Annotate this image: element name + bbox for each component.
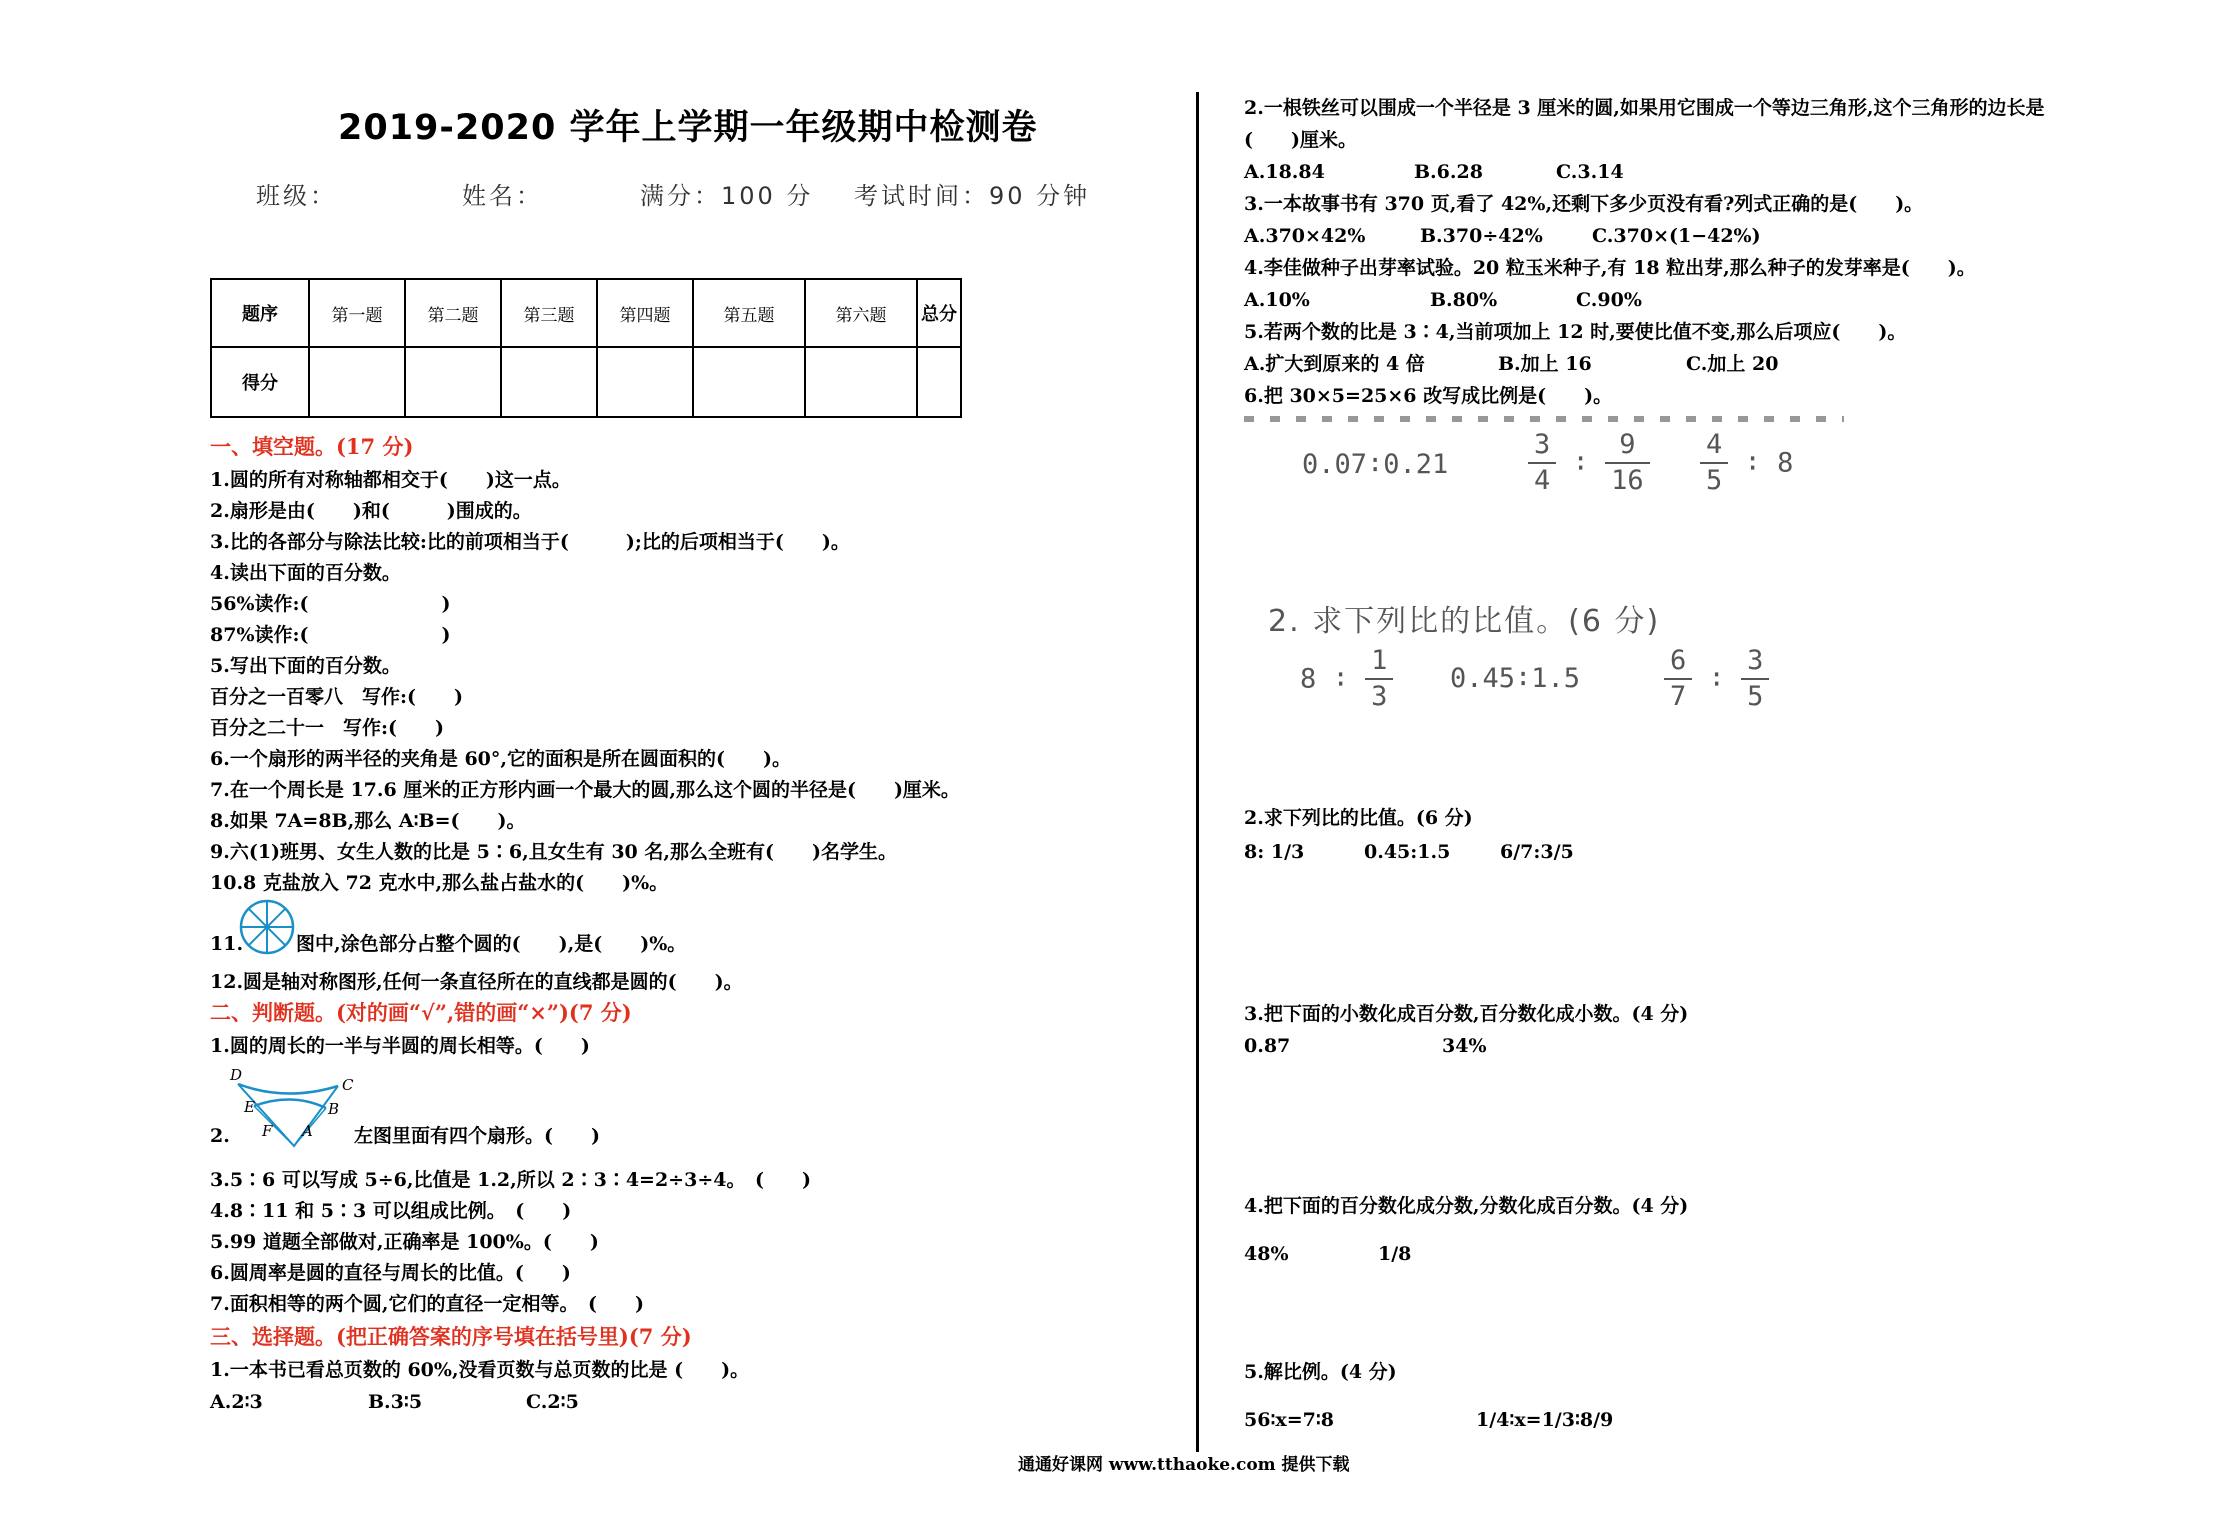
question: 87%读作:( ) (210, 624, 451, 646)
option: C.3.14 (1556, 161, 1624, 183)
score-cell[interactable] (501, 347, 597, 417)
option: A.2∶3 (210, 1391, 263, 1413)
option: B.加上 16 (1498, 353, 1592, 375)
problem-item: 1/4∶x=1/3∶8/9 (1476, 1409, 1614, 1431)
obscured-options (1244, 416, 1844, 422)
ratio-fraction-pair: 8 ∶ $\frac{1}{3}$ (1300, 644, 1393, 714)
figure-label: D (230, 1066, 243, 1084)
score-table-header: 第四题 (597, 279, 693, 347)
question: 12.圆是轴对称图形,任何一条直径所在的直线都是圆的( )。 (210, 971, 743, 993)
question: 5.若两个数的比是 3∶4,当前项加上 12 时,要使比值不变,那么后项应( )。 (1244, 321, 1907, 343)
question: 4.读出下面的百分数。 (210, 562, 401, 584)
option: B.80% (1430, 289, 1498, 311)
figure-label: C (342, 1076, 354, 1094)
score-cell[interactable] (309, 347, 405, 417)
problem-item: 6/7:3/5 (1500, 841, 1574, 863)
image-question-title: 2. 求下列比的比值。(6 分) (1268, 604, 1661, 639)
score-row-label: 得分 (211, 347, 309, 417)
question: 左图里面有四个扇形。( ) (354, 1125, 600, 1147)
question: 5.写出下面的百分数。 (210, 655, 401, 677)
option: A.18.84 (1244, 161, 1325, 183)
problem-item: 0.87 (1244, 1035, 1291, 1057)
score-table-header: 第三题 (501, 279, 597, 347)
section-3-heading: 三、选择题。(把正确答案的序号填在括号里)(7 分) (210, 1324, 692, 1349)
question: 10.8 克盐放入 72 克水中,那么盐占盐水的( )%。 (210, 872, 669, 894)
score-table-header: 第二题 (405, 279, 501, 347)
page-title: 2019-2020 学年上学期一年级期中检测卷 (338, 108, 1038, 148)
question: 3.5∶6 可以写成 5÷6,比值是 1.2,所以 2∶3∶4=2÷3÷4。 ( ) (210, 1169, 811, 1191)
question: 4.把下面的百分数化成分数,分数化成百分数。(4 分) (1244, 1195, 1689, 1217)
question-number: 11. (210, 933, 244, 955)
full-score: 满分：100 分 (640, 182, 814, 210)
question: 3.比的各部分与除法比较:比的前项相当于( );比的后项相当于( )。 (210, 531, 850, 553)
problem-item: 8: 1/3 (1244, 841, 1305, 863)
figure-label: E (244, 1098, 255, 1116)
question: 3.把下面的小数化成百分数,百分数化成小数。(4 分) (1244, 1003, 1689, 1025)
question: 56%读作:( ) (210, 593, 451, 615)
question: 百分之二十一 写作:( ) (210, 717, 444, 739)
figure-label: F (262, 1122, 273, 1140)
question: 1.圆的周长的一半与半圆的周长相等。( ) (210, 1035, 590, 1057)
question: 百分之一百零八 写作:( ) (210, 686, 463, 708)
question: 1.一本书已看总页数的 60%,没看页数与总页数的比是 ( )。 (210, 1359, 750, 1381)
sector-figure (226, 1066, 366, 1152)
question: 图中,涂色部分占整个圆的( ),是( )%。 (296, 933, 687, 955)
option: C.90% (1576, 289, 1642, 311)
ratio-fraction-pair: $\frac{4}{5}$ ∶ 8 (1700, 428, 1793, 498)
question: 8.如果 7A=8B,那么 A∶B=( )。 (210, 810, 526, 832)
question: 2.求下列比的比值。(6 分) (1244, 807, 1473, 829)
class-label: 班级： (256, 182, 337, 210)
shaded-circle-figure (238, 898, 296, 956)
figure-label: B (328, 1100, 340, 1118)
score-cell[interactable] (917, 347, 961, 417)
question: 2.一根铁丝可以围成一个半径是 3 厘米的圆,如果用它围成一个等边三角形,这个三角形的边长是 (1244, 97, 2045, 119)
column-divider (1196, 92, 1199, 1452)
score-table-header: 第六题 (805, 279, 917, 347)
problem-item: 56∶x=7∶8 (1244, 1409, 1335, 1431)
option: B.3∶5 (368, 1391, 423, 1413)
question: 7.在一个周长是 17.6 厘米的正方形内画一个最大的圆,那么这个圆的半径是( )厘米。 (210, 779, 960, 801)
option: C.370×(1−42%) (1592, 225, 1761, 247)
problem-item: 34% (1442, 1035, 1487, 1057)
problem-item: 48% (1244, 1243, 1289, 1265)
option: A.370×42% (1244, 225, 1366, 247)
option: B.370÷42% (1420, 225, 1543, 247)
score-cell[interactable] (597, 347, 693, 417)
option: A.10% (1244, 289, 1310, 311)
score-cell[interactable] (405, 347, 501, 417)
name-label: 姓名： (462, 182, 543, 210)
score-cell[interactable] (693, 347, 805, 417)
option: A.扩大到原来的 4 倍 (1244, 353, 1425, 375)
figure-label: A (302, 1122, 313, 1140)
section-1-heading: 一、填空题。(17 分) (210, 434, 414, 459)
score-table-header: 题序 (211, 279, 309, 347)
score-table-header: 第五题 (693, 279, 805, 347)
question: 5.解比例。(4 分) (1244, 1361, 1397, 1383)
score-cell[interactable] (805, 347, 917, 417)
score-table-header: 第一题 (309, 279, 405, 347)
question-number: 2. (210, 1125, 230, 1147)
ratio-fraction-pair: $\frac{6}{7}$ ∶ $\frac{3}{5}$ (1664, 644, 1769, 714)
question: 2.扇形是由( )和( )围成的。 (210, 500, 532, 522)
problem-item: 0.45:1.5 (1364, 841, 1451, 863)
question: 7.面积相等的两个圆,它们的直径一定相等。 ( ) (210, 1293, 644, 1315)
footer-credit: 通通好课网 www.tthaoke.com 提供下载 (1018, 1455, 1350, 1475)
ratio-fraction-pair: $\frac{3}{4}$ ∶ $\frac{9}{16}$ (1528, 428, 1650, 498)
section-2-heading: 二、判断题。(对的画“√”,错的画“×”)(7 分) (210, 1000, 632, 1025)
score-table (210, 278, 962, 418)
question: 4.李佳做种子出芽率试验。20 粒玉米种子,有 18 粒出芽,那么种子的发芽率是( )。 (1244, 257, 1976, 279)
ratio-item: 0.45∶1.5 (1450, 663, 1581, 694)
option: C.2∶5 (526, 1391, 579, 1413)
question: 6.一个扇形的两半径的夹角是 60°,它的面积是所在圆面积的( )。 (210, 748, 791, 770)
question: 5.99 道题全部做对,正确率是 100%。( ) (210, 1231, 599, 1253)
question: 4.8∶11 和 5∶3 可以组成比例。 ( ) (210, 1200, 572, 1222)
question: 6.把 30×5=25×6 改写成比例是( )。 (1244, 385, 1613, 407)
ratio-item: 0.07∶0.21 (1302, 449, 1449, 480)
score-table-header: 总分 (917, 279, 961, 347)
question: ( )厘米。 (1244, 129, 1357, 151)
question: 1.圆的所有对称轴都相交于( )这一点。 (210, 469, 571, 491)
problem-item: 1/8 (1378, 1243, 1412, 1265)
exam-time: 考试时间：90 分钟 (854, 182, 1091, 210)
question: 9.六(1)班男、女生人数的比是 5∶6,且女生有 30 名,那么全班有( )名学生。 (210, 841, 897, 863)
question: 6.圆周率是圆的直径与周长的比值。( ) (210, 1262, 571, 1284)
option: B.6.28 (1414, 161, 1483, 183)
option: C.加上 20 (1686, 353, 1779, 375)
question: 3.一本故事书有 370 页,看了 42%,还剩下多少页没有看?列式正确的是( )。 (1244, 193, 1924, 215)
